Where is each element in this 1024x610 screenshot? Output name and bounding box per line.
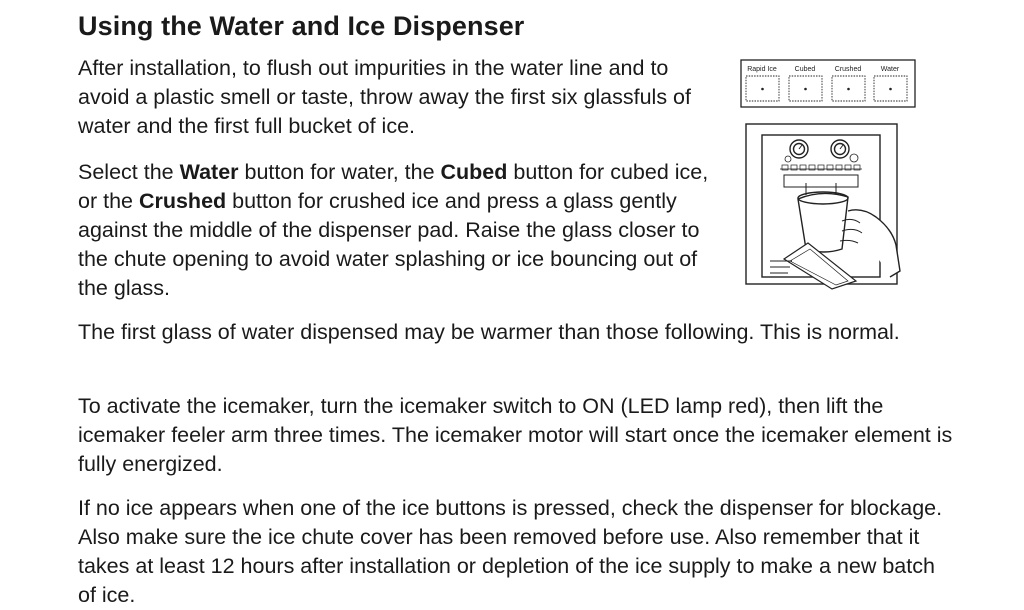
dispenser-illustration bbox=[744, 121, 914, 293]
crushed-label: Crushed bbox=[834, 66, 862, 73]
paragraph-select-button bbox=[78, 158, 718, 303]
p2-text-a: Select the bbox=[78, 160, 180, 184]
p2-text-b: button for water, the bbox=[238, 160, 441, 184]
p2-text-c: button for cubed ice, or the bbox=[78, 160, 709, 213]
paragraph-flush: After installation, to flush out impurities in the water line and to avoid a plastic smell or taste, throw away the first six glassfuls of water and the first full bucket of ice. bbox=[78, 56, 691, 138]
cubed-label: Cubed bbox=[794, 66, 816, 73]
paragraph-no-ice: If no ice appears when one of the ice buttons is pressed, check the dispenser for blockage. Also make sure the ice chute cover has been removed before use. Also remember that it takes at least 12 hours after installation or depletion of the ice supply to make a new batch of ice. bbox=[78, 496, 943, 607]
p2-text-d: button for crushed ice and press a glass gently against the middle of the dispenser pad. Raise the glass closer to the chute opening to avoid water splashing or ice bouncing out of the glass. bbox=[78, 189, 700, 300]
crushed-term: Crushed bbox=[138, 189, 227, 213]
rapid-ice-label: Rapid Ice bbox=[747, 66, 777, 73]
water-term: Water bbox=[179, 160, 239, 184]
control-panel-diagram bbox=[740, 59, 916, 108]
paragraph-first-glass: The first glass of water dispensed may be warmer than those following. This is normal. bbox=[78, 320, 900, 344]
cubed-term: Cubed bbox=[440, 160, 508, 184]
paragraph-activate-icemaker: To activate the icemaker, turn the icemaker switch to ON (LED lamp red), then lift the icemaker feeler arm three times. The icemaker motor will start once the icemaker element is fully energized. bbox=[78, 394, 953, 476]
section-heading: Using the Water and Ice Dispenser bbox=[78, 11, 525, 41]
water-label: Water bbox=[880, 66, 900, 73]
